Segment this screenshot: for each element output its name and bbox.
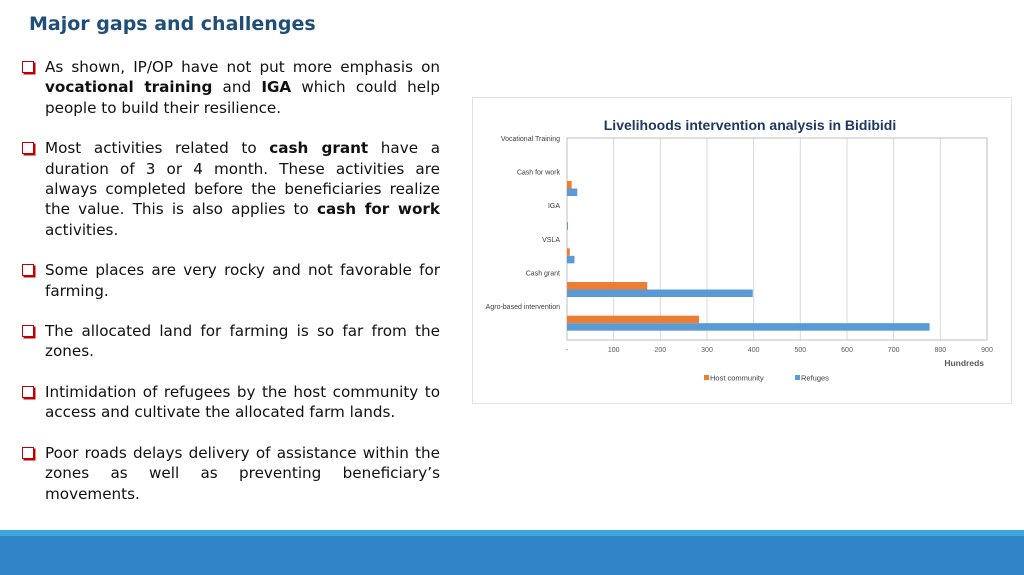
y-category-label: IGA [547, 203, 560, 211]
bullet-text [45, 57, 440, 118]
y-category-label: VSLA [542, 236, 560, 244]
x-tick-label: 300 [701, 347, 713, 354]
y-category-label: Vocational Training [500, 135, 560, 143]
x-tick-label: 700 [887, 347, 900, 354]
y-category-label: Cash grant [525, 270, 560, 278]
bar-refuges [567, 189, 577, 197]
slide-title: Major gaps and challenges [29, 13, 316, 35]
bullet-emphasis: IGA [261, 78, 292, 97]
bar-refuges [567, 222, 568, 230]
bullet-text [45, 382, 440, 423]
x-tick-label: 200 [654, 347, 667, 354]
bullet-list [22, 57, 440, 524]
bullet-item [22, 57, 440, 118]
bullet-segment: Some places are very rocky and not favorable for farming. [45, 261, 440, 300]
bullet-segment: and [212, 78, 262, 97]
checkbox-bullet-icon [22, 142, 34, 154]
footer-bar [0, 536, 1024, 575]
bar-host-community [567, 316, 699, 324]
bullet-emphasis: vocational training [45, 78, 213, 97]
bar-chart [473, 98, 1011, 403]
bullet-segment: The allocated land for farming is so far from the zones. [45, 322, 440, 361]
bullet-item [22, 443, 440, 504]
checkbox-bullet-icon [22, 447, 34, 459]
checkbox-bullet-icon [22, 386, 34, 398]
checkbox-bullet-icon [22, 325, 34, 337]
x-tick-label: 100 [607, 347, 620, 354]
bullet-emphasis: cash grant [269, 139, 369, 158]
legend-label: Refuges [801, 373, 829, 383]
y-category-label: Agro-based intervention [485, 304, 560, 312]
chart-title: Livelihoods intervention analysis in Bidibidi [603, 117, 897, 133]
bullet-item [22, 138, 440, 240]
bar-refuges [567, 290, 753, 298]
bullet-text [45, 260, 440, 301]
bar-refuges [567, 323, 930, 331]
bullet-item [22, 321, 440, 362]
y-category-label: Cash for work [516, 169, 560, 177]
chart-container [472, 97, 1012, 404]
checkbox-bullet-icon [22, 61, 34, 73]
x-tick-label: 600 [841, 347, 853, 354]
bullet-segment: As shown, IP/OP have not put more emphasis on [45, 58, 440, 76]
bullet-text [45, 321, 440, 362]
x-tick-label: 900 [981, 347, 993, 354]
bar-refuges [567, 256, 574, 263]
x-tick-label: - [565, 347, 569, 354]
bullet-segment: have a duration of 3 or 4 month. These activities are always completed before the beneficiaries realize the value. This is also applies to [45, 139, 441, 219]
legend-swatch [795, 375, 800, 380]
bullet-segment: which could help people to build their resilience. [45, 78, 440, 117]
bullet-text [45, 138, 440, 240]
plot-area-border [567, 138, 987, 340]
bullet-segment: activities. [45, 220, 119, 239]
x-tick-label: 500 [794, 347, 807, 354]
bullet-segment: Most activities related to [45, 139, 270, 158]
bullet-item [22, 260, 440, 301]
bar-host-community [567, 282, 647, 290]
legend-label: Host community [710, 373, 764, 383]
x-tick-label: 800 [934, 347, 947, 354]
bullet-item [22, 382, 440, 423]
x-axis-title: Hundreds [944, 358, 984, 368]
checkbox-bullet-icon [22, 264, 34, 276]
legend-swatch [704, 375, 709, 380]
bar-host-community [567, 248, 570, 256]
bullet-segment: Intimidation of refugees by the host community to access and cultivate the allocated farm lands. [45, 382, 440, 422]
bullet-text [45, 443, 440, 504]
bar-host-community [567, 181, 572, 189]
bullet-emphasis: cash for work [317, 200, 440, 219]
bullet-segment: Poor roads delays delivery of assistance within the zones as well as preventing beneficiary’s movements. [45, 443, 440, 503]
x-tick-label: 400 [747, 347, 760, 354]
